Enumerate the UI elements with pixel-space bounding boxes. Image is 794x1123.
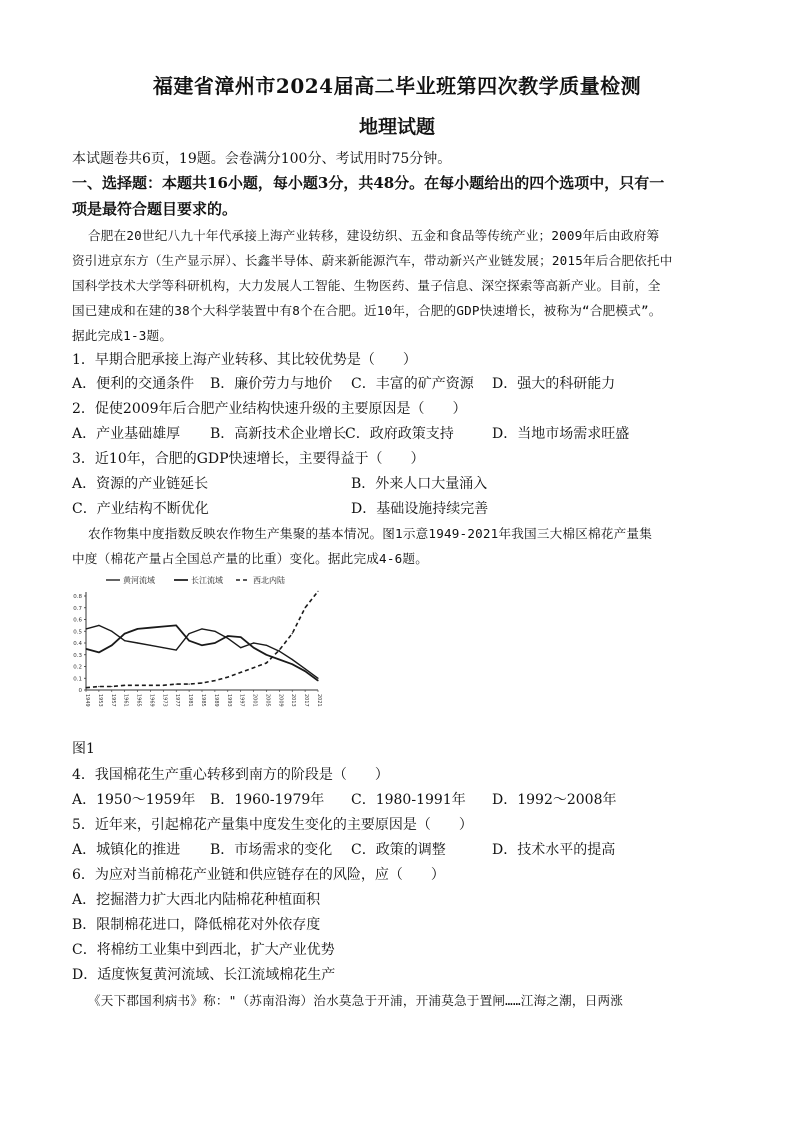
data-point — [176, 684, 177, 685]
data-point — [240, 647, 241, 648]
x-tick-label: 2009 — [277, 694, 284, 707]
question-3-option-d: D．基础设施持续完善 — [351, 501, 489, 517]
data-point — [111, 631, 112, 632]
data-point — [317, 678, 318, 679]
x-tick-label: 1969 — [148, 694, 155, 707]
question-6-option-a: A．挖掘潜力扩大西北内陆棉花种植面积 — [72, 892, 321, 908]
material1-line: 据此完成1-3题。 — [72, 328, 173, 343]
series-line — [86, 591, 318, 687]
question-5-option-b: B．市场需求的变化 — [210, 842, 333, 858]
question-2-option-c: C．政府政策支持 — [345, 426, 454, 442]
data-point — [240, 672, 241, 673]
material1-line: 合肥在20世纪八九十年代承接上海产业转移，建设纺织、五金和食品等传统产业；2009年后由政府筹 — [88, 228, 660, 243]
y-tick-label: 0 — [78, 688, 82, 694]
data-point — [163, 626, 164, 627]
data-point — [292, 664, 293, 665]
x-tick-label: 1985 — [200, 694, 206, 707]
data-point — [253, 647, 254, 648]
data-point — [201, 682, 202, 683]
question-6-option-d: D．适度恢复黄河流域、长江流域棉花生产 — [72, 967, 336, 983]
exam-subject: 地理试题 — [358, 116, 435, 138]
data-point — [98, 652, 99, 653]
question-5-option-c: C．政策的调整 — [351, 842, 446, 858]
data-point — [305, 668, 306, 669]
y-tick-label: 0.5 — [73, 629, 82, 636]
y-tick-label: 0.4 — [73, 641, 82, 647]
material1-line: 国已建成和在建的38个大科学装置中有8个在合肥。近10年，合肥的GDP快速增长，被称为“合肥模式”。 — [72, 303, 662, 318]
material2-line: 农作物集中度指数反映农作物生产集聚的基本情况。图1示意1949-2021年我国三大棉区棉花产量集 — [88, 526, 652, 541]
data-point — [85, 648, 86, 649]
material2-line: 中度（棉花产量占全国总产量的比重）变化。据此完成4-6题。 — [72, 551, 428, 566]
data-point — [227, 635, 228, 636]
cotton-concentration-line-chart — [70, 572, 326, 724]
data-point — [137, 685, 138, 686]
x-tick-label: 1981 — [187, 694, 194, 707]
material1-line: 国科学技术大学等科研机构，大力发展人工智能、生物医药、量子信息、深空探索等高新产业。目前，全 — [72, 278, 661, 293]
question-4-stem: 4．我国棉花生产重心转移到南方的阶段是（ ） — [72, 767, 389, 783]
data-point — [214, 631, 215, 632]
data-point — [98, 625, 99, 626]
data-point — [111, 645, 112, 646]
data-point — [201, 628, 202, 629]
x-tick-label: 1989 — [212, 694, 219, 707]
question-6-option-b: B．限制棉花进口，降低棉花对外依存度 — [72, 917, 321, 933]
data-point — [253, 642, 254, 643]
data-point — [266, 645, 267, 646]
data-point — [279, 659, 280, 660]
question-2-option-a: A．产业基础雄厚 — [72, 426, 181, 442]
x-tick-label: 1977 — [174, 694, 181, 707]
y-tick-label: 0.7 — [73, 605, 82, 612]
data-point — [214, 680, 215, 681]
question-2-stem: 2．促使2009年后合肥产业结构快速升级的主要原因是（ ） — [72, 401, 467, 417]
question-1-option-d: D．强大的科研能力 — [492, 376, 616, 392]
x-tick-label: 1997 — [238, 694, 245, 707]
x-tick-label: 2005 — [264, 694, 271, 707]
data-point — [85, 628, 86, 629]
question-6-option-c: C．将棉纺工业集中到西北，扩大产业优势 — [72, 942, 335, 958]
data-point — [163, 685, 164, 686]
data-point — [266, 654, 267, 655]
data-point — [305, 607, 306, 608]
data-point — [124, 640, 125, 641]
legend-label: 西北内陆 — [253, 576, 285, 585]
data-point — [317, 680, 318, 681]
question-3-option-a: A．资源的产业链延长 — [72, 476, 209, 492]
figure-label: 图1 — [72, 741, 95, 757]
x-tick-label: 1993 — [225, 694, 232, 707]
data-point — [189, 640, 190, 641]
data-point — [227, 638, 228, 639]
data-point — [189, 684, 190, 685]
data-point — [98, 686, 99, 687]
question-2-option-d: D．当地市场需求旺盛 — [492, 426, 630, 442]
section-heading-line1: 一、选择题：本题共16小题，每小题3分，共48分。在每小题给出的四个选项中，只有一 — [72, 174, 665, 192]
data-point — [305, 671, 306, 672]
x-tick-label: 2017 — [303, 694, 310, 707]
question-1-option-c: C．丰富的矿产资源 — [351, 376, 474, 392]
x-tick-label: 1965 — [135, 694, 142, 707]
data-point — [111, 686, 112, 687]
exam-intro: 本试题卷共6页，19题。会卷满分100分、考试用时75分钟。 — [72, 151, 452, 167]
question-4-option-b: B．1960-1979年 — [210, 792, 325, 808]
data-point — [150, 645, 151, 646]
question-3-option-b: B．外来人口大量涌入 — [351, 476, 488, 492]
data-point — [176, 625, 177, 626]
data-point — [317, 591, 318, 592]
legend-label: 长江流域 — [191, 576, 223, 585]
data-point — [279, 651, 280, 652]
question-1-option-b: B．廉价劳力与地价 — [210, 376, 333, 392]
data-point — [266, 662, 267, 663]
y-tick-label: 0.8 — [73, 594, 82, 600]
question-1-stem: 1．早期合肥承接上海产业转移、其比较优势是（ ） — [72, 352, 417, 368]
data-point — [292, 659, 293, 660]
y-tick-label: 0.3 — [73, 652, 82, 659]
x-tick-label: 1953 — [96, 694, 103, 707]
data-point — [279, 649, 280, 650]
y-tick-label: 0.6 — [73, 617, 82, 624]
question-4-option-c: C．1980-1991年 — [351, 792, 466, 808]
data-point — [227, 676, 228, 677]
y-tick-label: 0.2 — [73, 664, 82, 671]
data-point — [137, 642, 138, 643]
data-point — [85, 687, 86, 688]
question-3-option-c: C．产业结构不断优化 — [72, 501, 209, 517]
series-line — [86, 625, 318, 678]
data-point — [292, 633, 293, 634]
y-tick-label: 0.1 — [73, 676, 82, 683]
data-point — [150, 627, 151, 628]
question-2-option-b: B．高新技术企业增长 — [210, 426, 347, 442]
material1-line: 资引进京东方（生产显示屏）、长鑫半导体、蔚来新能源汽车，带动新兴产业链发展；2015年后合肥依托中 — [72, 253, 673, 268]
question-4-option-d: D．1992～2008年 — [492, 792, 617, 808]
question-4-option-a: A．1950～1959年 — [72, 792, 196, 808]
data-point — [124, 685, 125, 686]
x-tick-label: 1961 — [122, 694, 129, 707]
x-tick-label: 2013 — [290, 694, 297, 707]
data-point — [176, 649, 177, 650]
legend-label: 黄河流域 — [123, 576, 155, 585]
data-point — [189, 633, 190, 634]
data-point — [150, 685, 151, 686]
question-6-stem: 6．为应对当前棉花产业链和供应链存在的风险，应（ ） — [72, 867, 445, 883]
question-5-stem: 5．近年来，引起棉花产量集中度发生变化的主要原因是（ ） — [72, 817, 473, 833]
data-point — [240, 637, 241, 638]
x-tick-label: 1949 — [84, 694, 90, 707]
data-point — [253, 667, 254, 668]
exam-title: 福建省漳州市2024届高二毕业班第四次教学质量检测 — [152, 74, 642, 98]
question-3-stem: 3．近10年，合肥的GDP快速增长，主要得益于（ ） — [72, 451, 425, 467]
data-point — [163, 647, 164, 648]
x-tick-label: 1957 — [109, 694, 116, 707]
data-point — [124, 633, 125, 634]
material3-line: 《天下郡国利病书》称："（苏南沿海）治水莫急于开浦，开浦莫急于置闸……江海之潮，日两涨 — [88, 993, 624, 1008]
question-1-option-a: A．便利的交通条件 — [72, 376, 195, 392]
question-5-option-d: D．技术水平的提高 — [492, 842, 616, 858]
section-heading-line2: 项是最符合题目要求的。 — [72, 200, 238, 218]
x-tick-label: 2021 — [316, 694, 322, 707]
question-5-option-a: A．城镇化的推进 — [72, 842, 181, 858]
x-tick-label: 1973 — [161, 694, 168, 707]
data-point — [137, 628, 138, 629]
data-point — [214, 642, 215, 643]
data-point — [201, 645, 202, 646]
x-tick-label: 2001 — [251, 694, 258, 707]
